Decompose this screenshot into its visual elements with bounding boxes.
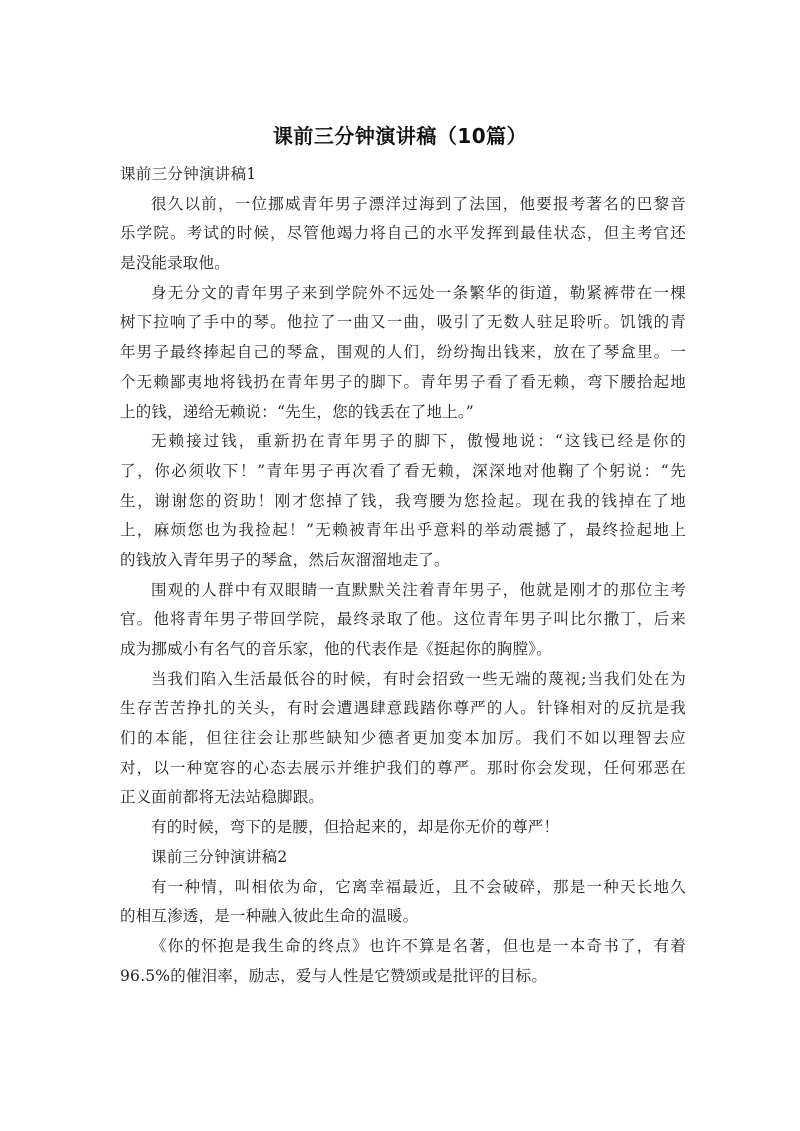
paragraph-line: 个无赖鄙夷地将钱扔在青年男子的脚下。青年男子看了看无赖，弯下腰拾起地 bbox=[120, 372, 686, 391]
paragraph-line: 当我们陷入生活最低谷的时候，有时会招致一些无端的蔑视;当我们处在为 bbox=[151, 669, 686, 688]
paragraph-line: 有的时候，弯下的是腰，但拾起来的，却是你无价的尊严！ bbox=[151, 818, 560, 837]
paragraph-line: 们的本能，但往往会让那些缺知少德者更加变本加厉。我们不如以理智去应 bbox=[120, 729, 686, 748]
paragraph-line: 身无分文的青年男子来到学院外不远处一条繁华的街道，勒紧裤带在一棵 bbox=[151, 283, 686, 302]
paragraph-line: 无赖接过钱，重新扔在青年男子的脚下，傲慢地说：“这钱已经是你的 bbox=[151, 432, 686, 451]
paragraph-line: 96.5%的催泪率，励志，爱与人性是它赞颂或是批评的目标。 bbox=[120, 966, 548, 985]
paragraph-line: 《你的怀抱是我生命的终点》也许不算是名著，但也是一本奇书了，有着 bbox=[151, 936, 686, 955]
paragraph-line: 乐学院。考试的时候，尽管他竭力将自己的水平发挥到最佳状态，但主考官还 bbox=[120, 224, 686, 243]
section-heading: 课前三分钟演讲稿1 bbox=[120, 165, 257, 183]
paragraph-line: 对，以一种宽容的心态去展示并维护我们的尊严。那时你会发现，任何邪恶在 bbox=[120, 758, 686, 777]
paragraph-line: 很久以前，一位挪威青年男子漂洋过海到了法国，他要报考著名的巴黎音 bbox=[151, 194, 686, 213]
paragraph-line: 生存苦苦挣扎的关头，有时会遭遇肆意践踏你尊严的人。针锋相对的反抗是我 bbox=[120, 699, 686, 718]
section-heading: 课前三分钟演讲稿2 bbox=[151, 847, 288, 866]
paragraph-line: 正义面前都将无法站稳脚跟。 bbox=[120, 788, 325, 807]
paragraph-line: 年男子最终捧起自己的琴盒，围观的人们，纷纷掏出钱来，放在了琴盒里。一 bbox=[120, 343, 686, 362]
paragraph-line: 成为挪威小有名气的音乐家，他的代表作是《挺起你的胸膛》。 bbox=[120, 640, 552, 658]
document-body bbox=[120, 160, 686, 991]
document-title: 课前三分钟演讲稿（10篇） bbox=[272, 124, 528, 148]
paragraph-line: 了，你必须收下！”青年男子再次看了看无赖，深深地对他鞠了个躬说：“先 bbox=[120, 461, 686, 480]
paragraph-line: 生，谢谢您的资助！刚才您掉了钱，我弯腰为您捡起。现在我的钱掉在了地 bbox=[120, 491, 686, 510]
paragraph-line: 上的钱，递给无赖说：“先生，您的钱丢在了地上。” bbox=[120, 402, 474, 421]
paragraph-line: 上，麻烦您也为我捡起！”无赖被青年出乎意料的举动震撼了，最终捡起地上 bbox=[120, 521, 686, 540]
paragraph-line: 围观的人群中有双眼睛一直默默关注着青年男子，他就是刚才的那位主考 bbox=[151, 580, 686, 599]
paragraph-line: 的相互渗透，是一种融入彼此生命的温暖。 bbox=[120, 907, 419, 926]
paragraph-line: 官。他将青年男子带回学院，最终录取了他。这位青年男子叫比尔撒丁，后来 bbox=[120, 610, 686, 629]
paragraph-line: 是没能录取他。 bbox=[120, 254, 230, 273]
paragraph-line: 的钱放入青年男子的琴盒，然后灰溜溜地走了。 bbox=[120, 550, 450, 569]
paragraph-line: 树下拉响了手中的琴。他拉了一曲又一曲，吸引了无数人驻足聆听。饥饿的青 bbox=[120, 313, 686, 332]
paragraph-line: 有一种情，叫相依为命，它离幸福最近，且不会破碎，那是一种天长地久 bbox=[151, 877, 686, 896]
